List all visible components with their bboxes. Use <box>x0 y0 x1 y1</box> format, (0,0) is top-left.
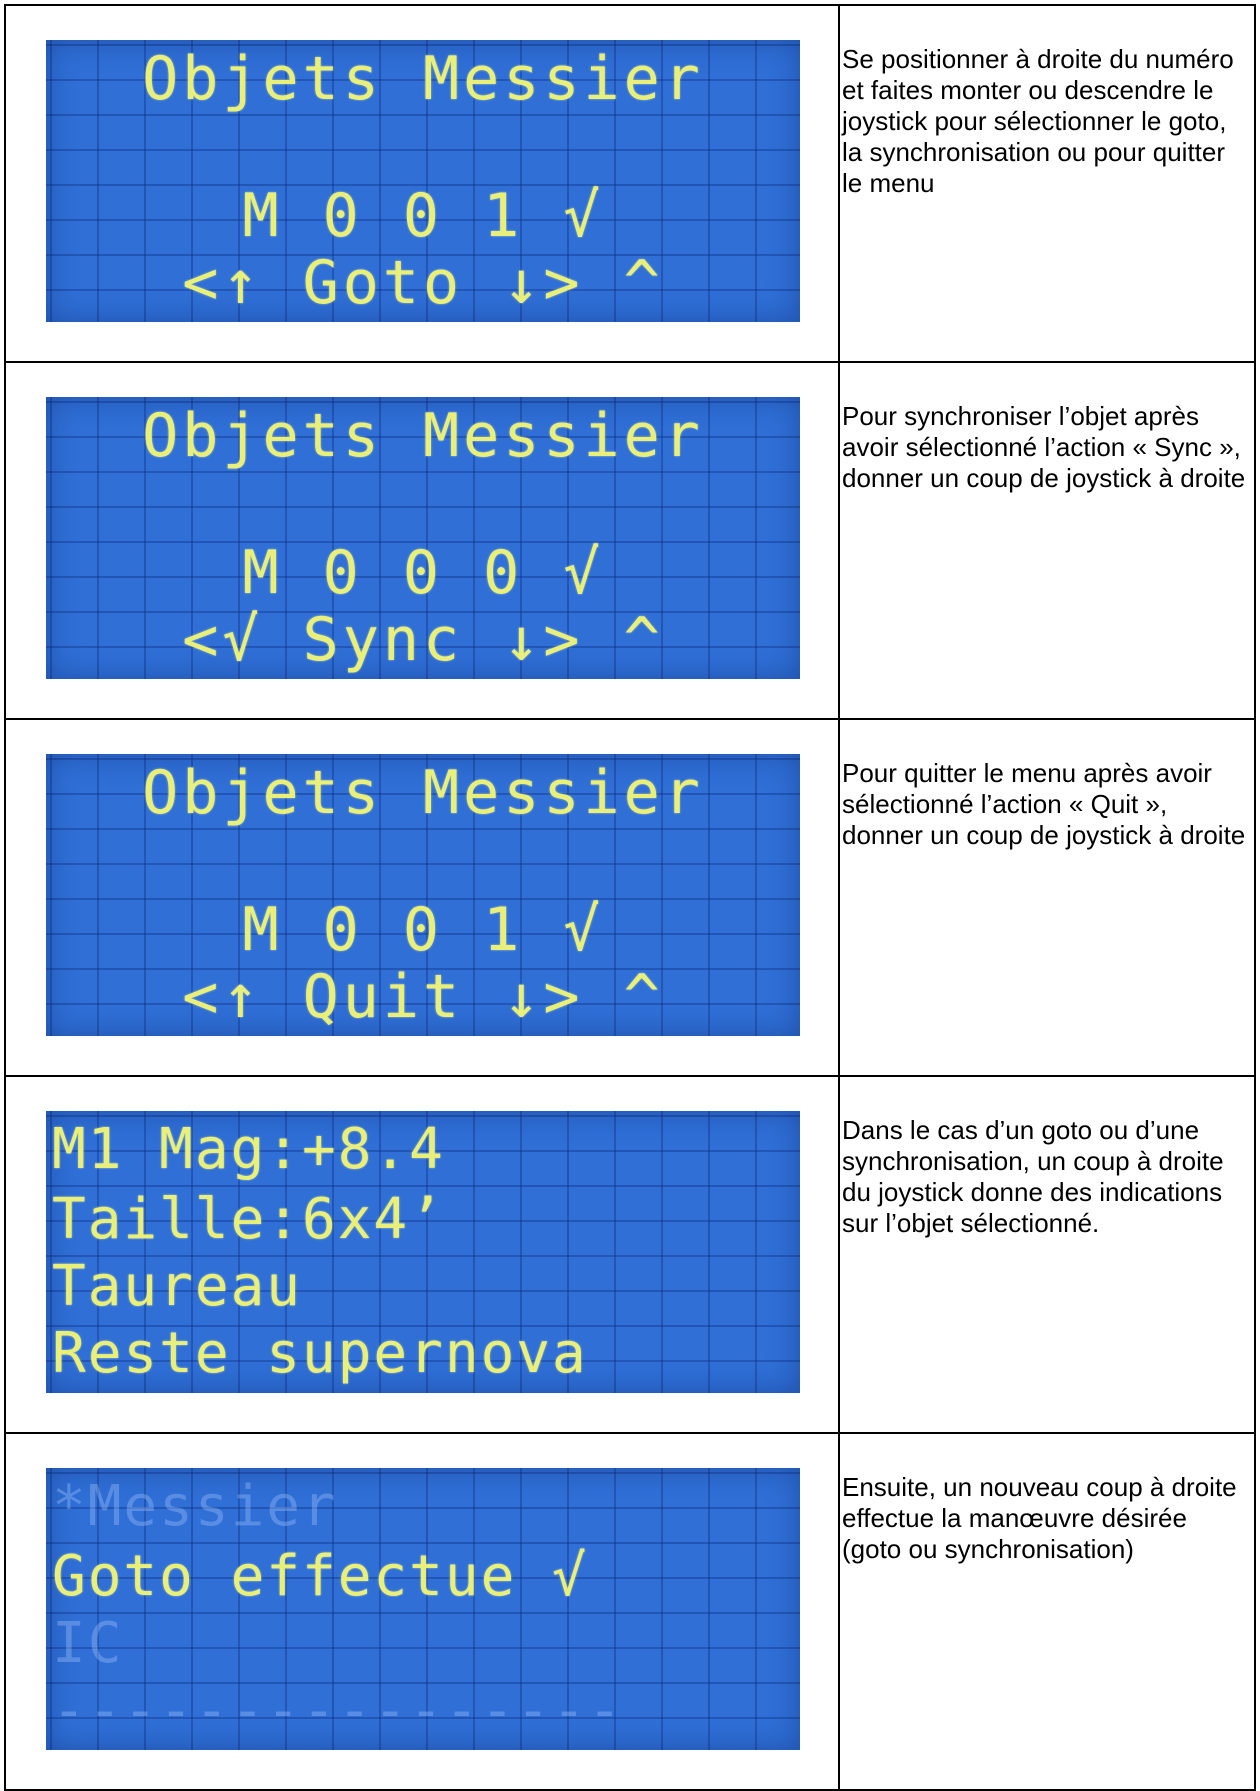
description-cell <box>839 1076 1255 1433</box>
description-text: Se positionner à droite du numéro et faites monter ou descendre le joystick pour sélectionner le goto, la synchronisation ou pour quitter le menu <box>842 44 1234 198</box>
description-text: Pour synchroniser l’objet après avoir sélectionné l’action « Sync », donner un coup de joystick à droite <box>842 401 1246 493</box>
lcd-line: Taille:6x4’ <box>52 1187 445 1252</box>
lcd-line: Goto effectue √ <box>52 1544 588 1609</box>
lcd-line: Reste supernova <box>52 1321 588 1386</box>
lcd-line: <↑ Goto ↓> ^ <box>182 248 664 318</box>
lcd-line: M1 Mag:+8.4 <box>52 1117 445 1182</box>
description-cell <box>839 1433 1255 1790</box>
description-cell <box>839 5 1255 362</box>
lcd-cell <box>5 1076 839 1433</box>
lcd-line <box>46 828 800 898</box>
description-text: Dans le cas d’un goto ou d’une synchronisation, un coup à droite du joystick donne des indications sur l’objet sélectionné. <box>842 1115 1224 1238</box>
lcd-line: Taureau <box>52 1254 303 1319</box>
table-row <box>5 5 1255 362</box>
description-cell <box>839 362 1255 719</box>
lcd-screen-1 <box>46 40 800 322</box>
lcd-line: Objets Messier <box>142 401 704 471</box>
lcd-line: <√ Sync ↓> ^ <box>182 605 664 675</box>
lcd-cell <box>5 362 839 719</box>
description-text: Ensuite, un nouveau coup à droite effectue la manœuvre désirée (goto ou synchronisation) <box>842 1472 1237 1564</box>
lcd-line: IC <box>52 1611 124 1676</box>
instruction-table <box>4 4 1256 1791</box>
lcd-line <box>46 471 800 541</box>
lcd-line: <↑ Quit ↓> ^ <box>182 962 664 1032</box>
lcd-line: ---------------- <box>52 1678 624 1743</box>
lcd-cell <box>5 5 839 362</box>
lcd-line: *Messier <box>52 1474 338 1539</box>
description-cell <box>839 719 1255 1076</box>
description-text: Pour quitter le menu après avoir sélectionné l’action « Quit », donner un coup de joystick à droite <box>842 758 1246 850</box>
table-row <box>5 1076 1255 1433</box>
lcd-line: Objets Messier <box>142 758 704 828</box>
lcd-screen-2 <box>46 397 800 679</box>
lcd-line: M 0 0 1 √ <box>242 181 604 251</box>
lcd-line: Objets Messier <box>142 44 704 114</box>
lcd-line: M 0 0 0 √ <box>242 538 604 608</box>
lcd-line <box>46 114 800 184</box>
lcd-screen-3 <box>46 754 800 1036</box>
lcd-screen-5 <box>46 1468 800 1750</box>
lcd-cell <box>5 719 839 1076</box>
lcd-line: M 0 0 1 √ <box>242 895 604 965</box>
table-row <box>5 1433 1255 1790</box>
table-row <box>5 362 1255 719</box>
lcd-cell <box>5 1433 839 1790</box>
table-row <box>5 719 1255 1076</box>
lcd-screen-4 <box>46 1111 800 1393</box>
